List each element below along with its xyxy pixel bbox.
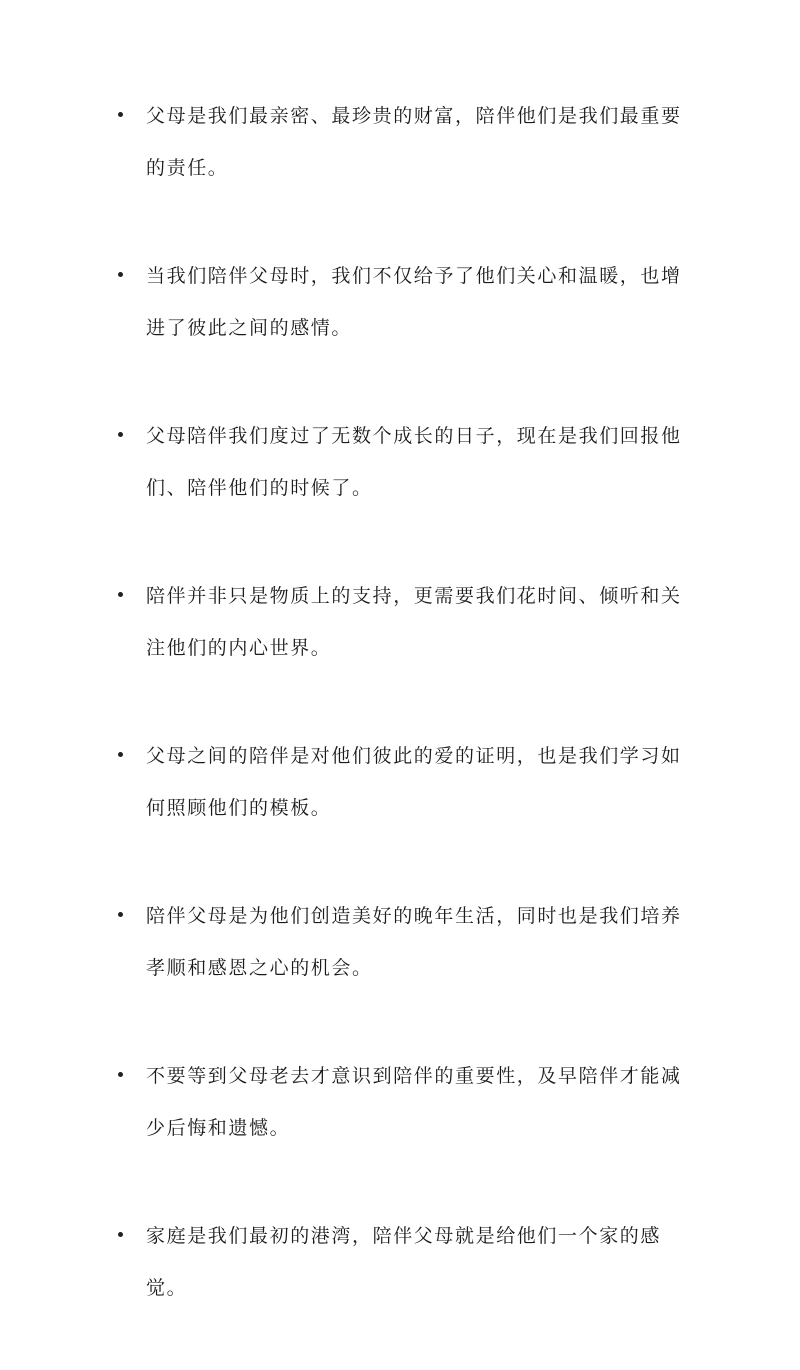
bullet-text: 不要等到父母老去才意识到陪伴的重要性，及早陪伴才能减少后悔和遗憾。 (146, 1065, 682, 1139)
list-item (118, 1210, 698, 1314)
bullet-list (118, 90, 698, 1370)
bullet-dot-icon (118, 912, 123, 917)
list-item (118, 890, 698, 994)
list-item (118, 570, 698, 674)
bullet-text: 父母之间的陪伴是对他们彼此的爱的证明，也是我们学习如何照顾他们的模板。 (146, 745, 682, 819)
bullet-dot-icon (118, 592, 123, 597)
bullet-dot-icon (118, 272, 123, 277)
bullet-dot-icon (118, 1072, 123, 1077)
list-item (118, 410, 698, 514)
bullet-text: 陪伴父母是为他们创造美好的晚年生活，同时也是我们培养孝顺和感恩之心的机会。 (146, 905, 682, 979)
bullet-text: 当我们陪伴父母时，我们不仅给予了他们关心和温暖，也增进了彼此之间的感情。 (146, 265, 682, 339)
bullet-text: 父母是我们最亲密、最珍贵的财富，陪伴他们是我们最重要的责任。 (146, 105, 682, 179)
list-item (118, 730, 698, 834)
bullet-dot-icon (118, 752, 123, 757)
bullet-text: 陪伴并非只是物质上的支持，更需要我们花时间、倾听和关注他们的内心世界。 (146, 585, 682, 659)
list-item (118, 1050, 698, 1154)
bullet-dot-icon (118, 1232, 123, 1237)
bullet-text: 父母陪伴我们度过了无数个成长的日子，现在是我们回报他们、陪伴他们的时候了。 (146, 425, 682, 499)
bullet-dot-icon (118, 112, 123, 117)
bullet-text: 家庭是我们最初的港湾，陪伴父母就是给他们一个家的感觉。 (146, 1225, 662, 1299)
bullet-dot-icon (118, 432, 123, 437)
list-item (118, 250, 698, 354)
list-item (118, 90, 698, 194)
